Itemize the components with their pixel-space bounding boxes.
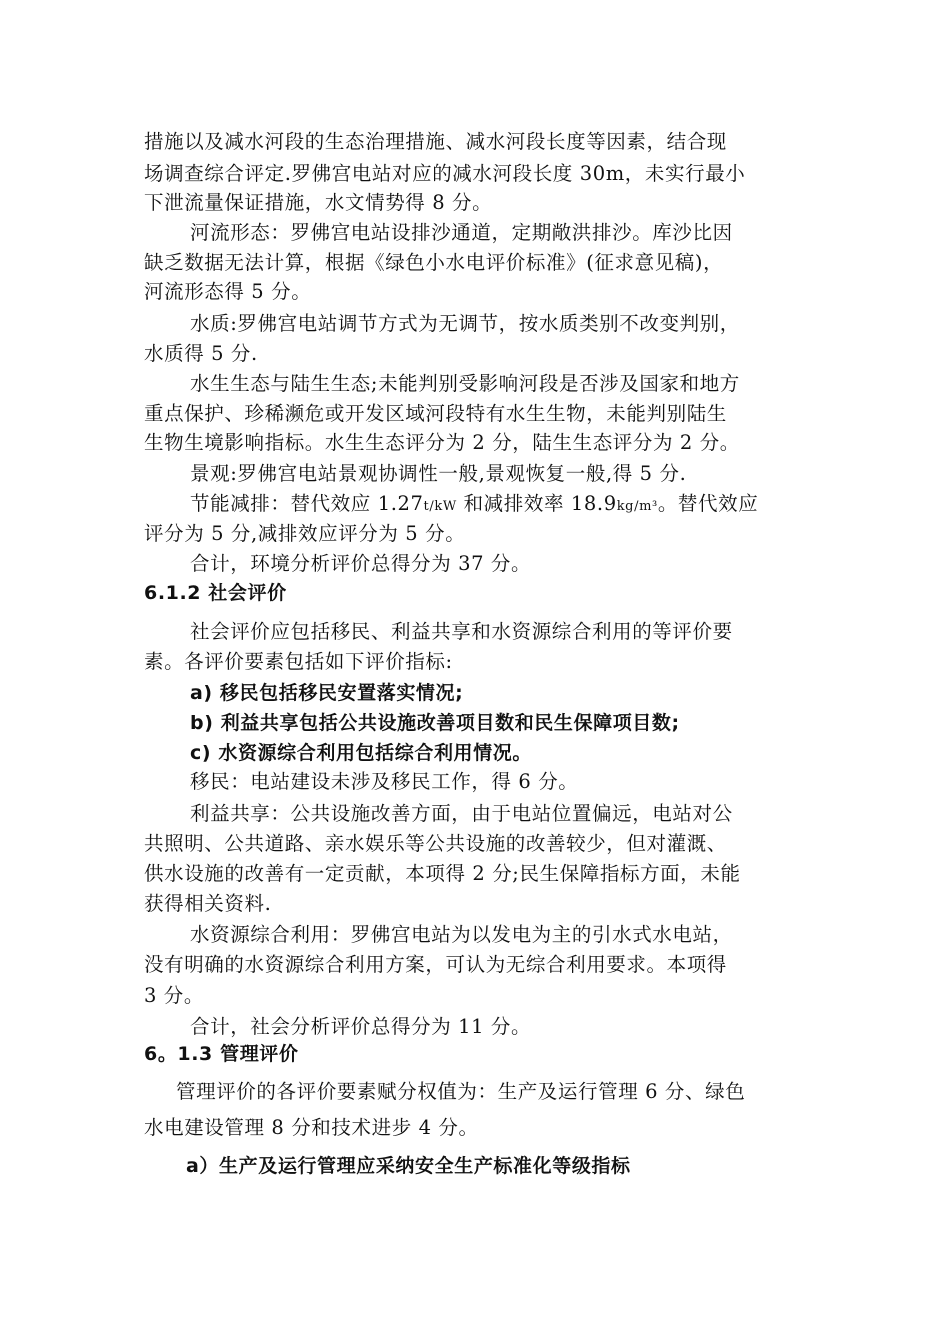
paragraph-line: 利益共享：公共设施改善方面，由于电站位置偏远，电站对公: [190, 802, 733, 825]
unit-label: t/kW: [423, 499, 457, 514]
paragraph-line: 3 分。: [144, 984, 205, 1007]
paragraph-line: 河流形态得 5 分。: [144, 280, 312, 303]
paragraph-line: 评分为 5 分,减排效应评分为 5 分。: [144, 522, 466, 545]
paragraph-line: 移民：电站建设未涉及移民工作，得 6 分。: [190, 770, 579, 793]
paragraph-line: 水资源综合利用：罗佛宫电站为以发电为主的引水式水电站，: [190, 923, 733, 946]
list-item: a）生产及运行管理应采纳安全生产标准化等级指标: [186, 1155, 631, 1177]
paragraph-line: 水质:罗佛宫电站调节方式为无调节，按水质类别不改变判别，: [190, 312, 740, 335]
list-item: a) 移民包括移民安置落实情况;: [190, 682, 464, 704]
paragraph-line: 共照明、公共道路、亲水娱乐等公共设施的改善较少，但对灌溉、: [144, 832, 727, 855]
paragraph-line: [190, 490, 758, 521]
paragraph-line: 社会评价应包括移民、利益共享和水资源综合利用的等评价要: [190, 620, 733, 643]
paragraph-line: 水质得 5 分.: [144, 342, 258, 365]
text-span: 和减排效率 18.9: [456, 492, 617, 515]
text-span: 节能减排：替代效应 1.27: [190, 492, 424, 515]
list-item: c) 水资源综合利用包括综合利用情况。: [190, 742, 532, 764]
text-span: 。替代效应: [657, 492, 759, 515]
paragraph-line: 水生生态与陆生生态;未能判别受影响河段是否涉及国家和地方: [190, 372, 740, 395]
section-heading: 6.1.2 社会评价: [144, 582, 287, 604]
list-item: b) 利益共享包括公共设施改善项目数和民生保障项目数;: [190, 712, 680, 734]
unit-label: kg/m³: [616, 499, 658, 514]
paragraph-line: 获得相关资料.: [144, 892, 272, 915]
paragraph-line: 措施以及减水河段的生态治理措施、减水河段长度等因素，结合现: [144, 130, 727, 153]
paragraph-line: 缺乏数据无法计算，根据《绿色小水电评价标准》(征求意见稿)，: [144, 251, 724, 274]
paragraph-line: 生物生境影响指标。水生生态评分为 2 分，陆生生态评分为 2 分。: [144, 431, 740, 454]
paragraph-line: 河流形态：罗佛宫电站设排沙通道，定期敞洪排沙。库沙比因: [190, 221, 733, 244]
paragraph-line: 合计，环境分析评价总得分为 37 分。: [190, 552, 532, 575]
paragraph-line: 供水设施的改善有一定贡献，本项得 2 分;民生保障指标方面，未能: [144, 862, 741, 885]
paragraph-line: 合计，社会分析评价总得分为 11 分。: [190, 1015, 532, 1038]
paragraph-line: 素。各评价要素包括如下评价指标:: [144, 650, 453, 673]
paragraph-line: 重点保护、珍稀濒危或开发区域河段特有水生生物，未能判别陆生: [144, 402, 727, 425]
paragraph-line: 管理评价的各评价要素赋分权值为：生产及运行管理 6 分、绿色: [176, 1080, 746, 1103]
paragraph-line: 水电建设管理 8 分和技术进步 4 分。: [144, 1116, 479, 1139]
paragraph-line: 下泄流量保证措施，水文情势得 8 分。: [144, 191, 493, 214]
section-heading: 6。1.3 管理评价: [144, 1043, 299, 1065]
paragraph-line: 场调查综合评定.罗佛宫电站对应的减水河段长度 30m，未实行最小: [144, 162, 746, 185]
paragraph-line: 景观:罗佛宫电站景观协调性一般,景观恢复一般,得 5 分.: [190, 462, 687, 485]
paragraph-line: 没有明确的水资源综合利用方案，可认为无综合利用要求。本项得: [144, 953, 727, 976]
